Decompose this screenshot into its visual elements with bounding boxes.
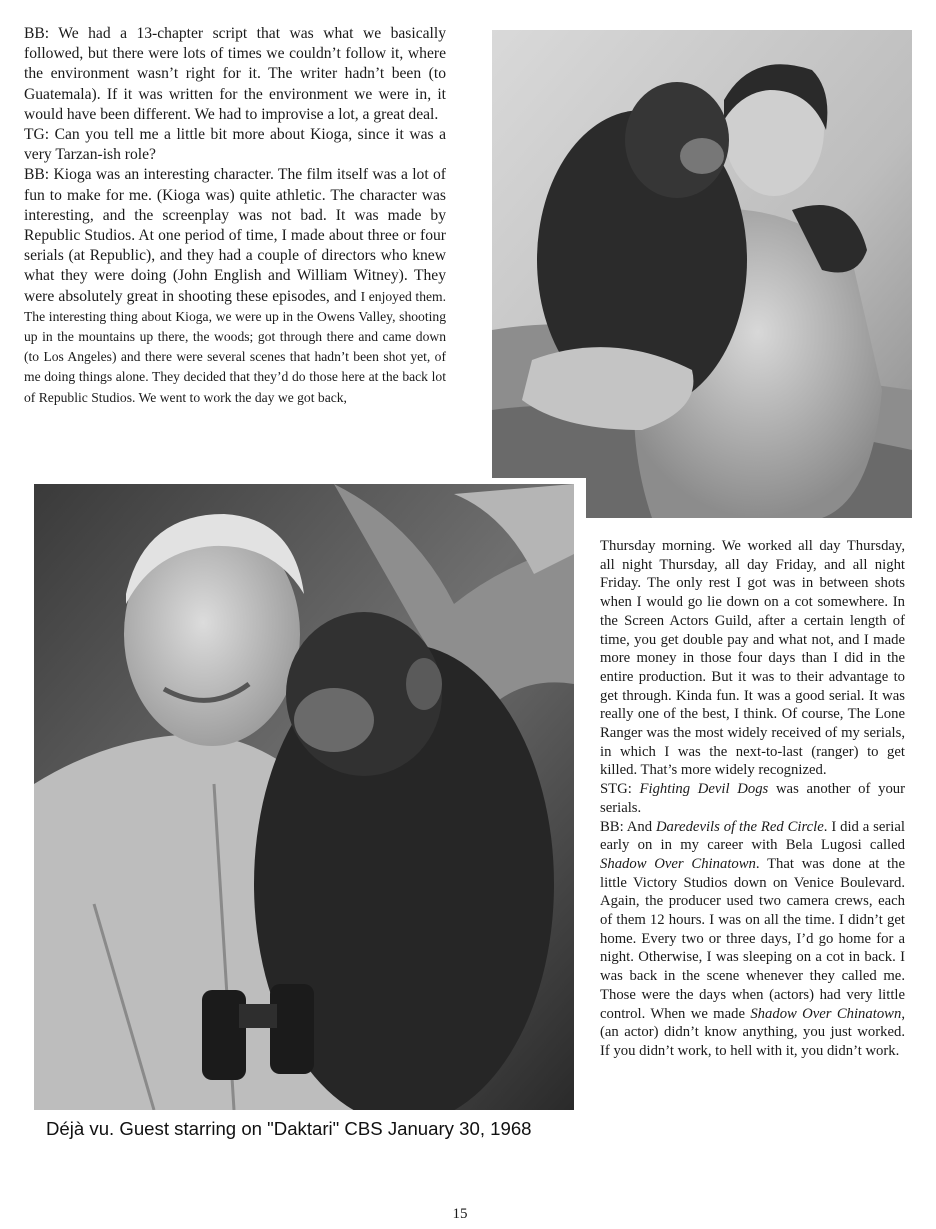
- paragraph: Thursday morning. We worked all day Thursday, all night Thursday, all day Friday, and all night Friday. The only rest I got was in between shots when I would go lie down on a cot somewhere. In the Screen Actors Guild, after a certain length of time, you get double pay and what not, and I made more money in those four days than I did in the entire production. But it was to their advantage to get through. Kinda fun. It was a good serial. It was really one of the best, I think. Of course, The Lone Ranger was the most widely received of my serials, in which I was the next-to-last (ranger) to get killed. That’s more widely recognized.: [600, 538, 905, 779]
- paragraph-text: was another of your serials.: [600, 781, 906, 816]
- paragraph: [600, 818, 905, 1061]
- photo-caption: Déjà vu. Guest starring on "Daktari" CBS January 30, 1968: [46, 1118, 532, 1139]
- paragraph-part-small: I enjoyed them. The interesting thing about Kioga, we were up in the Owens Valley, shooting up in the mountains up there, the woods; got through there and came down (to Los Angeles) and there were several scenes that hadn’t been shot yet, of me doing things alone. They decided that they’d do those here at the back lot of Republic Studios. We went to work the day we got back,: [24, 288, 447, 405]
- paragraph-text: . I did a serial early on in my career with Bela Lugosi called: [600, 818, 905, 854]
- speaker-label: BB: And: [600, 818, 656, 835]
- right-text-column: [600, 537, 905, 1061]
- paragraph: [24, 165, 446, 407]
- speaker-label: STG:: [600, 781, 640, 798]
- photo-older-man-with-chimpanzee: [34, 484, 574, 1110]
- serial-title: Daredevils of the Red Circle: [655, 818, 824, 835]
- paragraph: TG: Can you tell me a little bit more about Kioga, since it was a very Tarzan-ish role?: [24, 126, 446, 164]
- paragraph-text: . That was done at the little Victory Studios down on Venice Boulevard. Again, the producer used two camera crews, each of them 12 hours. I was on all the time. I didn’t get home. Every two or three days, I’d go home for a night. Otherwise, I was sleeping on a cot in back. I was back in the scene whenever they called me. Those were the days when (actors) had very little control. When we made: [600, 855, 905, 1022]
- paragraph-text: , (an actor) didn’t know anything, you just worked. If you didn’t work, to hell with it, you didn’t work.: [600, 1005, 905, 1059]
- photo-man-with-chimpanzee: [492, 30, 912, 518]
- paragraph: [600, 780, 905, 817]
- top-left-text-column: [24, 24, 446, 408]
- serial-title: Shadow Over Chinatown: [600, 855, 756, 872]
- serial-title: Fighting Devil Dogs: [639, 781, 769, 798]
- serial-title: Shadow Over Chinatown: [750, 1005, 902, 1022]
- paragraph: BB: We had a 13-chapter script that was what we basically followed, but there were lots of times we couldn’t follow it, where the environment wasn’t right for it. The writer hadn’t been (to Guatemala). If it was written for the environment we were in, it would have been different. We had to improvise a lot, a great deal.: [24, 25, 446, 123]
- page-number: 15: [452, 1206, 468, 1222]
- paragraph-part: BB: Kioga was an interesting character. The film itself was a lot of fun to make for me. (Kioga was) quite athletic. The character was interesting, and the screenplay was not bad. It was made by Republic Studios. At one period of time, I made about three or four serials (at Republic), and they had a couple of directors who knew what they were doing (John English and William Witney). They were absolutely great in shooting these episodes, and: [24, 166, 446, 305]
